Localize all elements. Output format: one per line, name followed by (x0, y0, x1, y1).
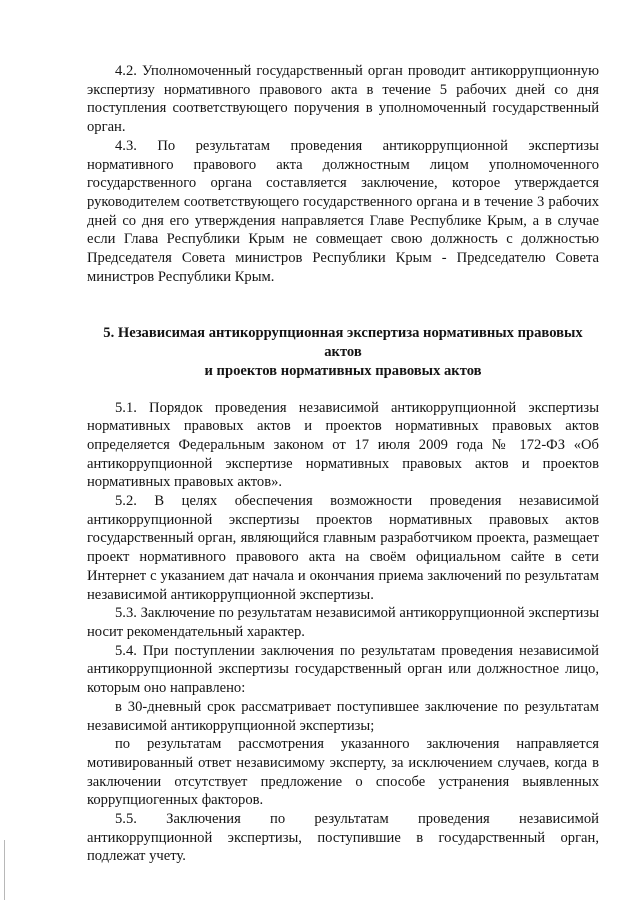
scan-edge-mark (4, 840, 5, 900)
paragraph-5-2: 5.2. В целях обеспечения возможности проведения независимой антикоррупционной экспертизы проектов нормативных правовых актов государственный орган, являющийся главным разработчиком проекта, размещает проект нормативного правового акта на своём официальном сайте в сети Интернет с указанием дат начала и окончания приема заключений по результатам независимой антикоррупционной экспертизы. (87, 493, 599, 603)
paragraph-5-4-b: по результатам рассмотрения указанного заключения направляется мотивированный ответ независимому эксперту, за исключением случаев, когда в заключении отсутствует предложение о способе устранения выявленных коррупциогенных факторов. (87, 736, 599, 809)
paragraph-4-3: 4.3. По результатам проведения антикоррупционной экспертизы нормативного правового акта должностным лицом уполномоченного государственного органа составляется заключение, которое утверждается руководителем соответствующего государственного органа и в течение 3 рабочих дней со дня его утверждения направляется Главе Республике Крым, а в случае если Глава Республики Крым не совмещает свою должность с должностью Председателя Совета министров Республики Крым - Председателю Совета министров Республики Крым. (87, 137, 599, 285)
document-page (87, 62, 599, 866)
paragraph-5-1: 5.1. Порядок проведения независимой антикоррупционной экспертизы нормативных правовых актов и проектов нормативных правовых актов определяется Федеральным законом от 17 июля 2009 года № 172-ФЗ «Об антикоррупционной экспертизе нормативных правовых актов и проектов нормативных правовых актов». (87, 399, 599, 491)
section-gap (87, 286, 599, 324)
section-5-heading-line1: 5. Независимая антикоррупционная экспертиза нормативных правовых актов (103, 325, 583, 361)
paragraph-4-2: 4.2. Уполномоченный государственный орган проводит антикоррупционную экспертизу нормативного правового акта в течение 5 рабочих дней со дня поступления соответствующего поручения в уполномоченный государственный орган. (87, 63, 599, 136)
paragraph-5-4: 5.4. При поступлении заключения по результатам проведения независимой антикоррупционной экспертизы государственный орган или должностное лицо, которым оно направлено: (87, 642, 599, 697)
section-5-heading-line2: и проектов нормативных правовых актов (204, 362, 482, 379)
paragraph-5-5: 5.5. Заключения по результатам проведения независимой антикоррупционной экспертизы, поступившие в государственный орган, подлежат учету. (87, 811, 599, 865)
paragraph-5-4-a: в 30-дневный срок рассматривает поступившее заключение по результатам независимой антикоррупционной экспертизы; (87, 698, 599, 734)
paragraph-5-3: 5.3. Заключение по результатам независимой антикоррупционной экспертизы носит рекомендательный характер. (87, 605, 599, 640)
section-5-heading (87, 324, 599, 380)
